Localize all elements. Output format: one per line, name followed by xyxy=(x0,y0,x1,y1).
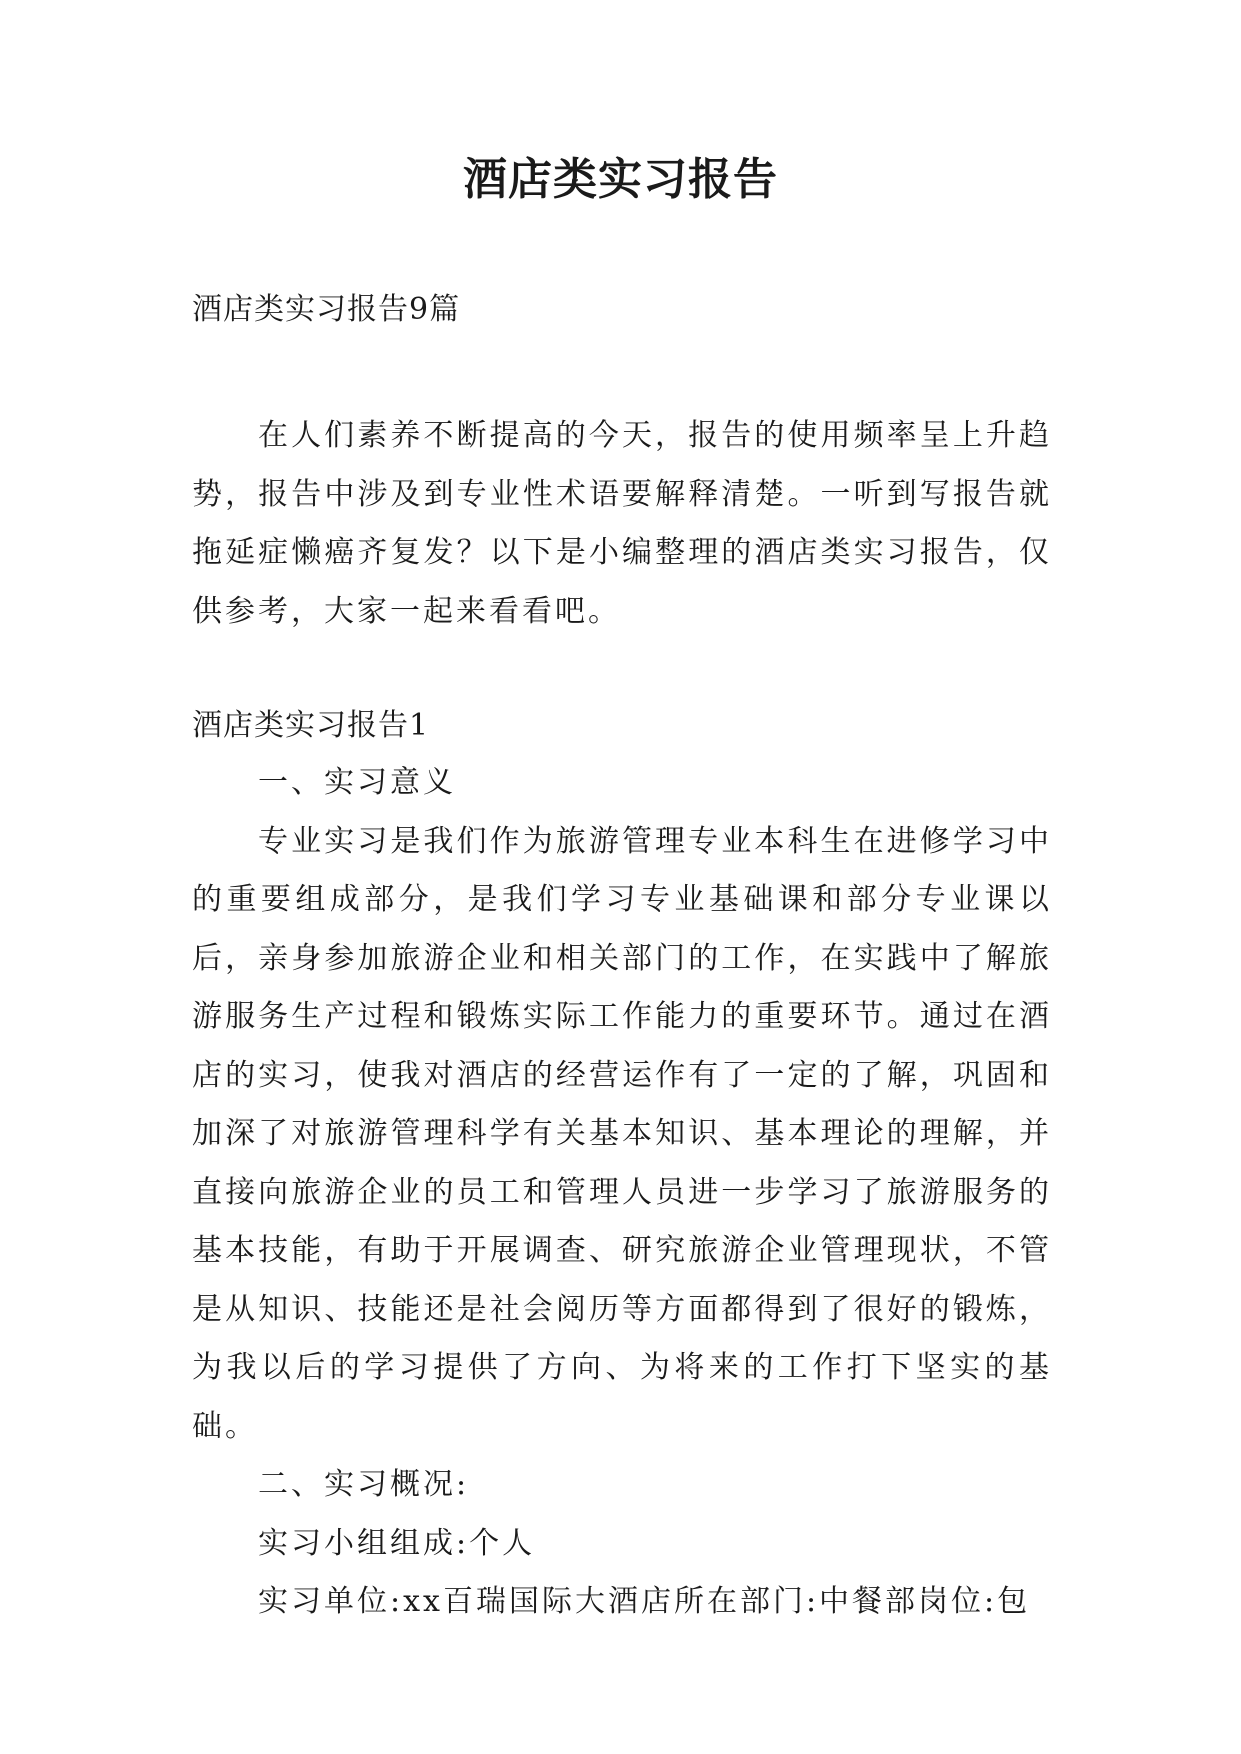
paragraph-internship-significance: 专业实习是我们作为旅游管理专业本科生在进修学习中的重要组成部分，是我们学习专业基础课和部分专业课以后，亲身参加旅游企业和相关部门的工作，在实践中了解旅游服务生产过程和锻炼实际工作能力的重要环节。通过在酒店的实习，使我对酒店的经营运作有了一定的了解，巩固和加深了对旅游管理科学有关基本知识、基本理论的理解，并直接向旅游企业的员工和管理人员进一步学习了旅游服务的基本技能，有助于开展调查、研究旅游企业管理现状，不管是从知识、技能还是社会阅历等方面都得到了很好的锻炼，为我以后的学习提供了方向、为将来的工作打下坚实的基础。 xyxy=(192,823,1052,1444)
paragraph-group-composition: 实习小组组成:个人 xyxy=(258,1525,536,1561)
document-title: 酒店类实习报告 xyxy=(463,154,778,205)
document-subtitle: 酒店类实习报告9篇 xyxy=(192,292,461,327)
section-heading: 酒店类实习报告1 xyxy=(192,708,430,743)
heading-internship-significance: 一、实习意义 xyxy=(258,765,456,800)
section-body xyxy=(192,754,1052,1632)
paragraph-internship-unit: 实习单位:xx百瑞国际大酒店所在部门:中餐部岗位:包 xyxy=(258,1584,1031,1619)
heading-internship-overview: 二、实习概况: xyxy=(258,1467,470,1502)
intro-paragraph: 在人们素养不断提高的今天，报告的使用频率呈上升趋势，报告中涉及到专业性术语要解释清楚。一听到写报告就拖延症懒癌齐复发？以下是小编整理的酒店类实习报告，仅供参考，大家一起来看看吧。 xyxy=(192,418,1052,629)
